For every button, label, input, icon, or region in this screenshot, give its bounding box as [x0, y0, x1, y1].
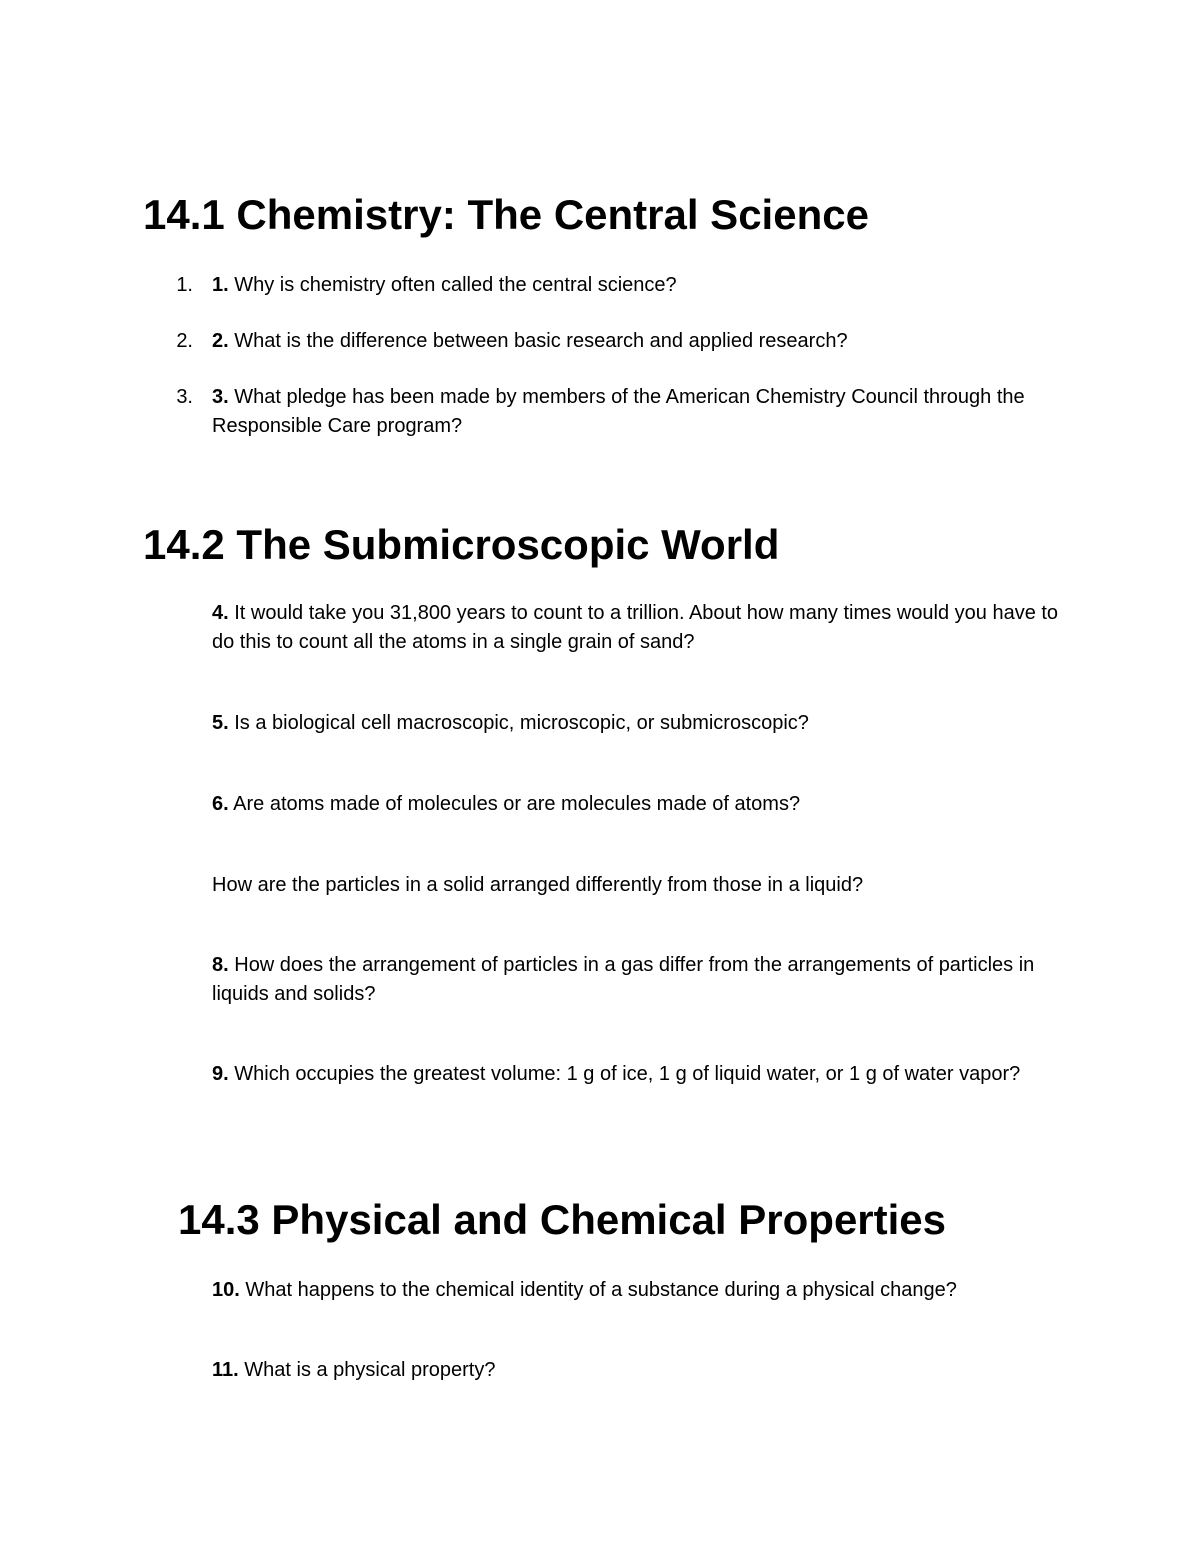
- question-number: 8.: [212, 954, 229, 976]
- question-text: Are atoms made of molecules or are molecules made of atoms?: [228, 793, 801, 815]
- question-number: 5.: [212, 712, 229, 734]
- question-text: Why is chemistry often called the central science?: [228, 274, 677, 296]
- question-text: How are the particles in a solid arranged differently from those in a liquid?: [212, 874, 864, 896]
- list-marker: 2.: [176, 330, 193, 352]
- section-heading: 14.3 Physical and Chemical Properties: [178, 1196, 947, 1243]
- section-heading: 14.2 The Submicroscopic World: [143, 521, 780, 568]
- question-text: What is a physical property?: [238, 1359, 496, 1381]
- question-item: [212, 327, 1062, 356]
- question-item: [212, 951, 1062, 1009]
- question-item: [212, 871, 1062, 900]
- list-marker: 1.: [176, 274, 193, 296]
- question-item: [212, 599, 1062, 657]
- question-item: [212, 790, 1062, 819]
- question-number: 2.: [212, 330, 229, 352]
- question-text: What is the difference between basic research and applied research?: [228, 330, 848, 352]
- question-text: It would take you 31,800 years to count to a trillion. About how many times would you have to do this to count all the atoms in a single grain of sand?: [212, 602, 1059, 653]
- question-number: 3.: [212, 386, 229, 408]
- question-item: [212, 1060, 1062, 1089]
- question-text: How does the arrangement of particles in a gas differ from the arrangements of particles in liquids and solids?: [212, 954, 1035, 1005]
- question-number: 11.: [212, 1359, 239, 1381]
- question-item: [212, 383, 1062, 441]
- question-number: 10.: [212, 1279, 240, 1301]
- question-text: Is a biological cell macroscopic, microscopic, or submicroscopic?: [228, 712, 809, 734]
- question-number: 9.: [212, 1063, 229, 1085]
- question-text: What pledge has been made by members of the American Chemistry Council through the Responsible Care program?: [212, 386, 1025, 437]
- question-item: [212, 709, 1062, 738]
- question-item: [212, 1356, 1062, 1385]
- question-item: [212, 1276, 1062, 1305]
- question-text: Which occupies the greatest volume: 1 g of ice, 1 g of liquid water, or 1 g of water vapor?: [228, 1063, 1021, 1085]
- question-number: 1.: [212, 274, 229, 296]
- list-marker: 3.: [176, 386, 193, 408]
- question-text: What happens to the chemical identity of a substance during a physical change?: [239, 1279, 957, 1301]
- question-item: [212, 271, 1062, 300]
- question-number: 6.: [212, 793, 229, 815]
- section-heading: 14.1 Chemistry: The Central Science: [143, 191, 869, 238]
- question-number: 4.: [212, 602, 229, 624]
